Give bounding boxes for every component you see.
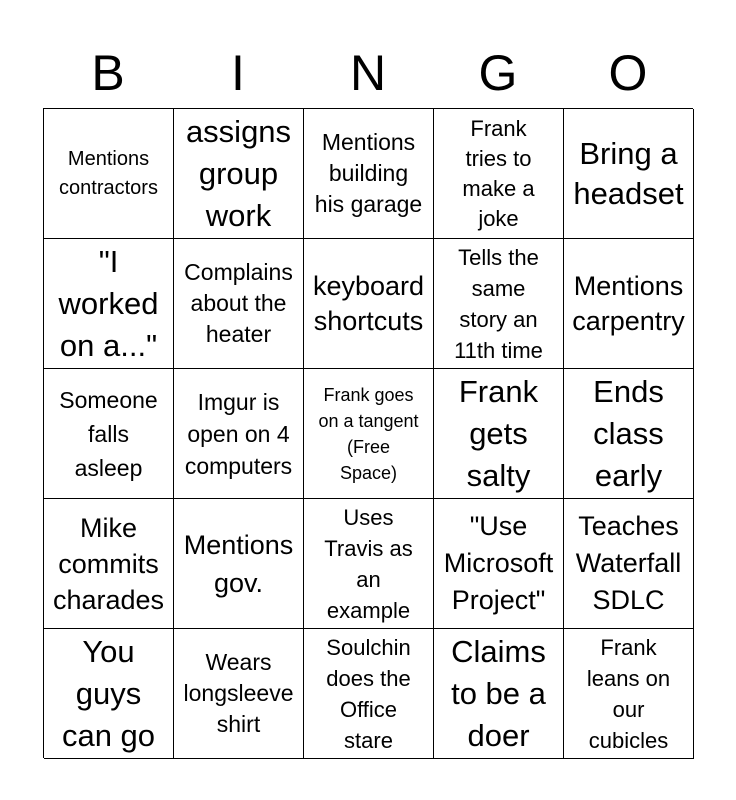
bingo-cell[interactable] — [304, 109, 434, 239]
cell-text: Frank gets salty — [458, 373, 539, 493]
bingo-cell[interactable] — [434, 629, 564, 759]
header-letter-b: B — [91, 45, 125, 101]
header-letter-g: G — [478, 45, 518, 101]
bingo-cell[interactable] — [564, 239, 694, 369]
bingo-cell[interactable] — [174, 499, 304, 629]
cell-text: "Use Microsoft Project" — [443, 511, 554, 615]
cell-text: Someone falls asleep — [59, 386, 158, 481]
cell-text: Bring a headset — [573, 135, 684, 211]
bingo-cell[interactable] — [434, 499, 564, 629]
header-letter-n: N — [349, 45, 387, 101]
cell-text: Soulchin does the Office stare — [326, 634, 411, 753]
bingo-header — [43, 40, 693, 106]
cell-text: Uses Travis as an example — [324, 504, 413, 623]
cell-text: Mentions contractors — [59, 147, 158, 199]
bingo-cell[interactable] — [304, 369, 434, 499]
cell-text: Frank tries to make a joke — [462, 115, 535, 231]
bingo-cell[interactable] — [564, 629, 694, 759]
header-letter-o: O — [608, 45, 648, 101]
cell-text: "I worked on a..." — [58, 243, 159, 363]
bingo-cell[interactable] — [44, 369, 174, 499]
bingo-cell[interactable] — [434, 239, 564, 369]
bingo-cell[interactable] — [304, 499, 434, 629]
bingo-cell[interactable] — [564, 499, 694, 629]
cell-text: Mentions gov. — [183, 529, 294, 598]
bingo-board — [43, 108, 693, 758]
header-letter-i: I — [231, 45, 245, 101]
cell-text: assigns group work — [185, 113, 292, 233]
bingo-cell[interactable] — [174, 629, 304, 759]
cell-text: Frank goes on a tangent (Free Space) — [318, 384, 419, 483]
cell-text: You guys can go — [61, 633, 156, 753]
cell-text: Imgur is open on 4 computers — [184, 388, 293, 479]
bingo-cell[interactable] — [434, 109, 564, 239]
bingo-cell[interactable] — [44, 499, 174, 629]
cell-text: Frank leans on our cubicles — [586, 634, 671, 753]
bingo-cell[interactable] — [564, 369, 694, 499]
bingo-cell[interactable] — [174, 109, 304, 239]
bingo-cell[interactable] — [434, 369, 564, 499]
cell-text: Tells the same story an 11th time — [454, 244, 543, 363]
bingo-cell[interactable] — [44, 629, 174, 759]
cell-text: Claims to be a doer — [451, 633, 546, 753]
bingo-cell[interactable] — [174, 369, 304, 499]
bingo-cell[interactable] — [44, 109, 174, 239]
bingo-cell[interactable] — [304, 629, 434, 759]
cell-text: Mike commits charades — [52, 512, 165, 615]
cell-text: Mentions carpentry — [572, 270, 685, 336]
bingo-cell[interactable] — [174, 239, 304, 369]
bingo-cell[interactable] — [304, 239, 434, 369]
cell-text: Wears longsleeve shirt — [183, 649, 294, 737]
cell-text: Ends class early — [593, 373, 664, 493]
cell-text: Complains about the heater — [184, 259, 293, 347]
cell-text: Mentions building his garage — [314, 129, 423, 217]
bingo-cell[interactable] — [564, 109, 694, 239]
cell-text: Teaches Waterfall SDLC — [575, 511, 682, 615]
bingo-cell[interactable] — [44, 239, 174, 369]
cell-text: keyboard shortcuts — [312, 270, 425, 336]
